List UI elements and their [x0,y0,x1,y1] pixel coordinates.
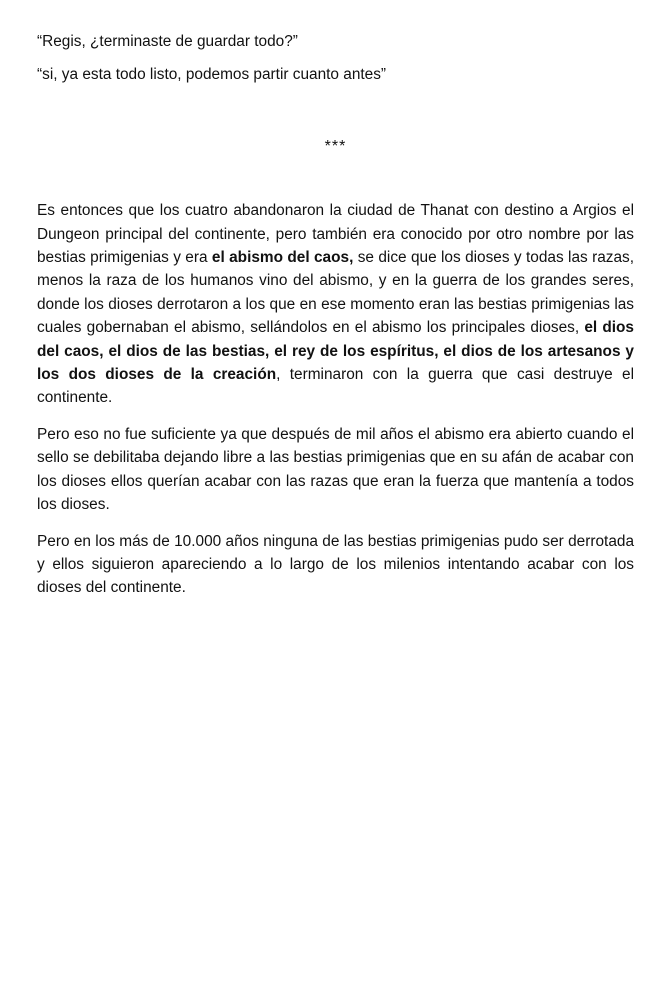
paragraph-3: Pero en los más de 10.000 años ninguna de las bestias primigenias pudo ser derrotada y ellos siguieron apareciendo a lo largo de los milenios intentando acabar con los dioses del continente. [37,532,634,597]
paragraph-1-text-c: , terminaron con la guerra que casi destruye el continente. [37,366,634,407]
paragraph-2: Pero eso no fue suficiente ya que después de mil años el abismo era abierto cuando el sello se debilitaba dejando libre a las bestias primigenias que en su afán de acabar con los dioses ellos querían acabar con las razas que eran la fuerza que mantenía a todos los dioses. [37,425,634,514]
paragraph-1-bold-a: el abismo del caos, [211,249,354,267]
dialogue-line-2: “si, ya esta todo listo, podemos partir cuanto antes” [37,66,387,84]
dialogue-line-1: “Regis, ¿terminaste de guardar todo?” [37,33,298,50]
scene-separator: *** [324,137,347,155]
document-page [37,30,634,613]
paragraph-1-text-b: se dice que los dioses y todas las razas, menos la raza de los humanos vino del abismo, y en la guerra de los grandes seres, donde los dioses derrotaron a los que en ese momento eran las bestias primigenias las cuales gobernaban el abismo, sellándolos en el abismo los principales dioses, [37,249,634,337]
paragraph-1 [37,199,634,410]
paragraph-1-bold-b: el dios del caos, el dios de las bestias, el rey de los espíritus, el dios de los artesanos y los dos dioses de la creación [37,319,634,384]
paragraph-1-text-a: Es entonces que los cuatro abandonaron la ciudad de Thanat con destino a Argios el Dungeon principal del continente, pero también era conocido por otro nombre por las bestias primigenias y era [37,202,634,267]
